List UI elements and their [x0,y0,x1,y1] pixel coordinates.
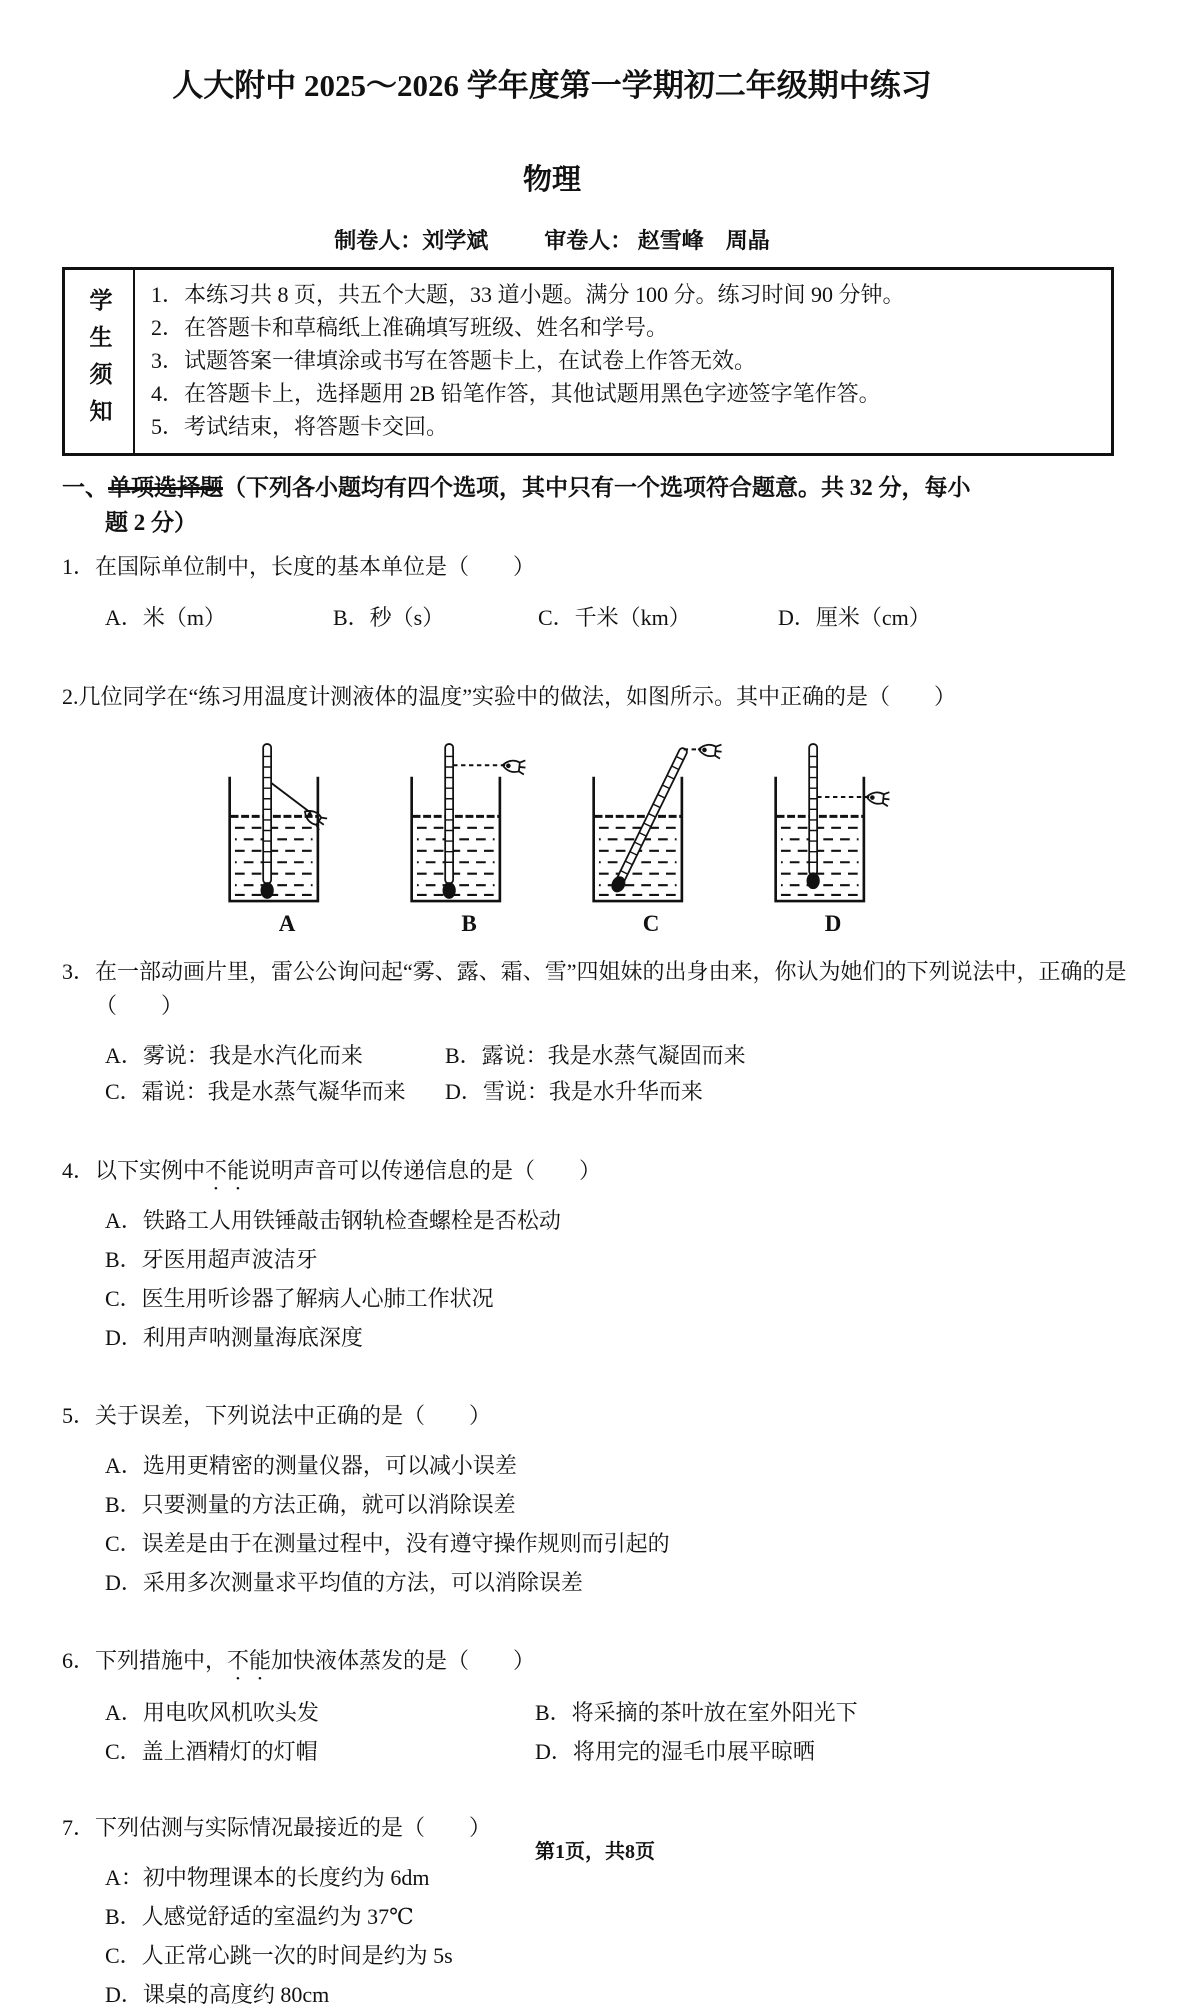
beaker-a-drawing [212,737,362,909]
option-item: D．雪说：我是水升华而来 [445,1079,703,1104]
option-item: D．将用完的湿毛巾展平晾晒 [535,1739,815,1764]
option-item: A．米（m） [105,605,227,630]
question-6 [62,1644,1128,1771]
beaker-figure-a [212,737,362,937]
option-item: C．盖上酒精灯的灯帽 [105,1739,318,1764]
exam-reviewer: 审卷人： 赵雪峰 周晶 [544,228,770,253]
option-item: D．课桌的高度约 80cm [105,1982,330,2007]
section-1-heading [62,470,1128,540]
question-4 [62,1154,1128,1357]
question-text: 1．在国际单位制中，长度的基本单位是（ ） [62,554,536,579]
eye-icon [698,742,722,758]
option-item: A．铁路工人用铁锤敲击钢轨检查螺栓是否松动 [105,1208,561,1233]
option-item: A．用电吹风机吹头发 [105,1700,319,1725]
question-options [105,1446,1128,1602]
option-item: A：初中物理课本的长度约为 6dm [105,1865,430,1890]
section-number: 一、 [62,475,108,500]
section-desc-line2: 题 2 分） [105,510,197,535]
question-options [105,1201,1128,1357]
sight-line [271,783,311,813]
notice-item: 2．在答题卡和草稿纸上准确填写班级、姓名和学号。 [151,315,669,340]
option-item: B．牙医用超声波洁牙 [105,1247,318,1272]
question-text: 2.几位同学在“练习用温度计测液体的温度”实验中的做法，如图所示。其中正确的是（ ） [62,684,957,709]
question-3 [62,955,1128,1110]
question-text: 5．关于误差，下列说法中正确的是（ ） [62,1403,492,1428]
thermometer-icon [609,746,691,895]
beaker-figure-c [576,737,726,937]
question-text: 4．以下实例中不能说明声音可以传递信息的是（ ） [62,1158,602,1183]
section-desc: （下列各小题均有四个选项，其中只有一个选项符合题意。共 32 分，每小 [223,475,971,500]
beaker-outline [776,777,864,901]
question-options [105,601,1128,632]
option-item: C．人正常心跳一次的时间是约为 5s [105,1943,453,1968]
thermometer-icon [443,744,456,899]
option-item: B．将采摘的茶叶放在室外阳光下 [535,1700,858,1725]
option-item: D．厘米（cm） [778,605,931,630]
notice-side-label: 学生须知 [65,270,135,453]
liquid-hatching [781,828,859,895]
beaker-outline [412,777,500,901]
beaker-figure-b [394,737,544,937]
student-notice-box [62,267,1114,456]
beaker-c-drawing [576,737,726,909]
option-item: C．误差是由于在测量过程中，没有遵守操作规则而引起的 [105,1531,670,1556]
liquid-hatching [417,828,495,895]
option-item: D．利用声呐测量海底深度 [105,1325,363,1350]
eye-icon [502,758,526,774]
question-options [105,1858,1128,2014]
page-footer: 第1页，共8页 [535,1841,655,1863]
figure-label: C [642,911,660,936]
question-1 [62,550,1128,632]
beaker-b-drawing [394,737,544,909]
option-item: D．采用多次测量求平均值的方法，可以消除误差 [105,1570,583,1595]
option-item: A．雾说：我是水汽化而来 [105,1043,363,1068]
option-item: A．选用更精密的测量仪器，可以减小误差 [105,1453,517,1478]
eye-icon [866,790,890,806]
notice-item: 1．本练习共 8 页，共五个大题，33 道小题。满分 100 分。练习时间 90 分钟。 [151,282,905,307]
exam-setter: 制卷人：刘学斌 [334,228,489,253]
thermometer-icon [807,744,820,889]
option-item: B．秒（s） [333,605,445,630]
notice-items [135,270,1111,453]
notice-item: 4．在答题卡上，选择题用 2B 铅笔作答，其他试题用黑色字迹签字笔作答。 [151,381,881,406]
beaker-figure-d [758,737,908,937]
section-name: 单项选择题 [108,475,223,500]
exam-staff-line [62,224,1042,255]
notice-item: 3．试题答案一律填涂或书写在答题卡上，在试卷上作答无效。 [151,348,757,373]
option-item: B．露说：我是水蒸气凝固而来 [445,1043,746,1068]
option-item: C．霜说：我是水蒸气凝华而来 [105,1079,406,1104]
beaker-d-drawing [758,737,908,909]
option-item: B．只要测量的方法正确，就可以消除误差 [105,1492,516,1517]
option-item: B．人感觉舒适的室温约为 37℃ [105,1904,414,1929]
liquid-hatching [235,828,313,895]
question-options [105,1038,1128,1110]
question-2 [62,680,1128,937]
question-5 [62,1399,1128,1602]
notice-item: 5．考试结束，将答题卡交回。 [151,414,449,439]
option-item: C．千米（km） [538,605,691,630]
question-text: 3．在一部动画片里，雷公公询问起“雾、露、霜、雪”四姐妹的出身由来，你认为她们的下列说法中，正确的是（ ） [62,959,1127,1018]
thermometer-figure [212,737,1128,937]
figure-label: B [461,911,477,936]
beaker-outline [230,777,318,901]
subject-title: 物理 [522,164,581,196]
figure-label: A [278,911,296,936]
question-text: 6．下列措施中，不能加快液体蒸发的是（ ） [62,1648,536,1673]
page-title: 人大附中 2025～2026 学年度第一学期初二年级期中练习 [172,68,932,103]
thermometer-icon [261,744,274,899]
question-options [105,1693,1128,1771]
figure-label: D [824,911,842,936]
question-text: 7．下列估测与实际情况最接近的是（ ） [62,1815,492,1840]
option-item: C．医生用听诊器了解病人心肺工作状况 [105,1286,494,1311]
